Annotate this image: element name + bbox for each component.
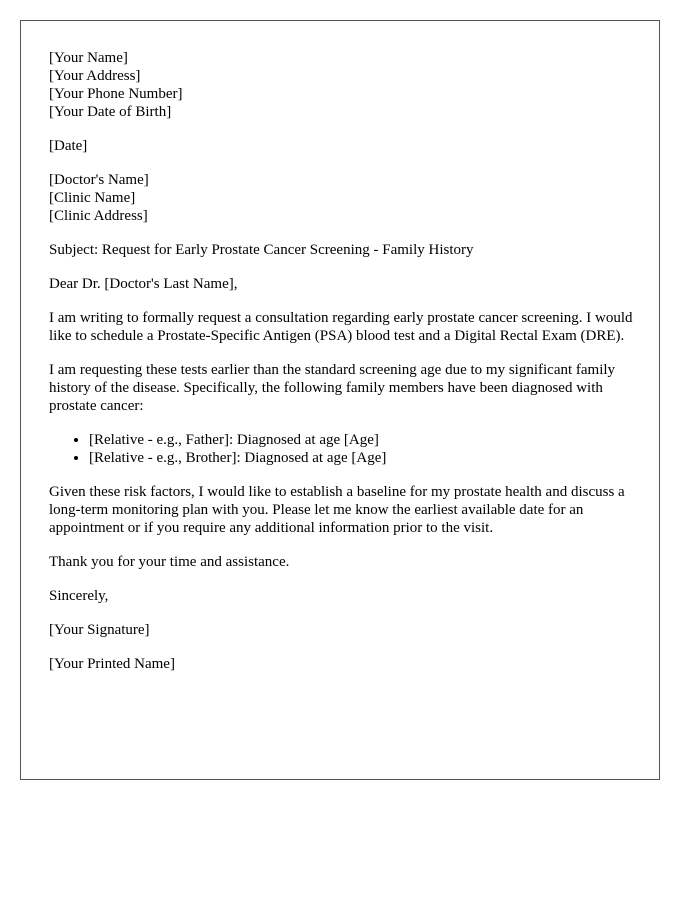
body-paragraph-3: Given these risk factors, I would like to establish a baseline for my prostate health and discuss a long-term monitoring plan with you. Please let me know the earliest available date for an appointment or if you require any additional information prior to the visit. (49, 484, 625, 536)
relatives-list (49, 431, 634, 467)
recipient-block (49, 171, 634, 225)
letter-page (20, 20, 660, 780)
recipient-clinic-address: [Clinic Address] (49, 208, 148, 224)
letter-content (49, 49, 634, 689)
sender-name: [Your Name] (49, 50, 128, 66)
recipient-clinic: [Clinic Name] (49, 190, 136, 206)
sender-address: [Your Address] (49, 68, 141, 84)
sender-phone: [Your Phone Number] (49, 86, 183, 102)
printed-name-line: [Your Printed Name] (49, 656, 175, 672)
signature-line: [Your Signature] (49, 622, 150, 638)
relative-item: • [Relative - e.g., Father]: Diagnosed at age [Age] (89, 431, 634, 449)
closing-line: Sincerely, (49, 588, 109, 604)
sender-block (49, 49, 634, 121)
thanks-line: Thank you for your time and assistance. (49, 554, 290, 570)
body-paragraph-1: I am writing to formally request a consultation regarding early prostate cancer screening. I would like to schedule a Prostate-Specific Antigen (PSA) blood test and a Digital Rectal Exam (DRE). (49, 310, 633, 344)
letter-date: [Date] (49, 138, 88, 154)
body-paragraph-2: I am requesting these tests earlier than the standard screening age due to my significant family history of the disease. Specifically, the following family members have been diagnosed with prostate cancer: (49, 362, 616, 414)
relative-item: • [Relative - e.g., Brother]: Diagnosed at age [Age] (89, 449, 634, 467)
letter-salutation: Dear Dr. [Doctor's Last Name], (49, 276, 238, 292)
recipient-doctor: [Doctor's Name] (49, 172, 149, 188)
sender-dob: [Your Date of Birth] (49, 104, 172, 120)
letter-subject: Subject: Request for Early Prostate Cancer Screening - Family History (49, 242, 474, 258)
